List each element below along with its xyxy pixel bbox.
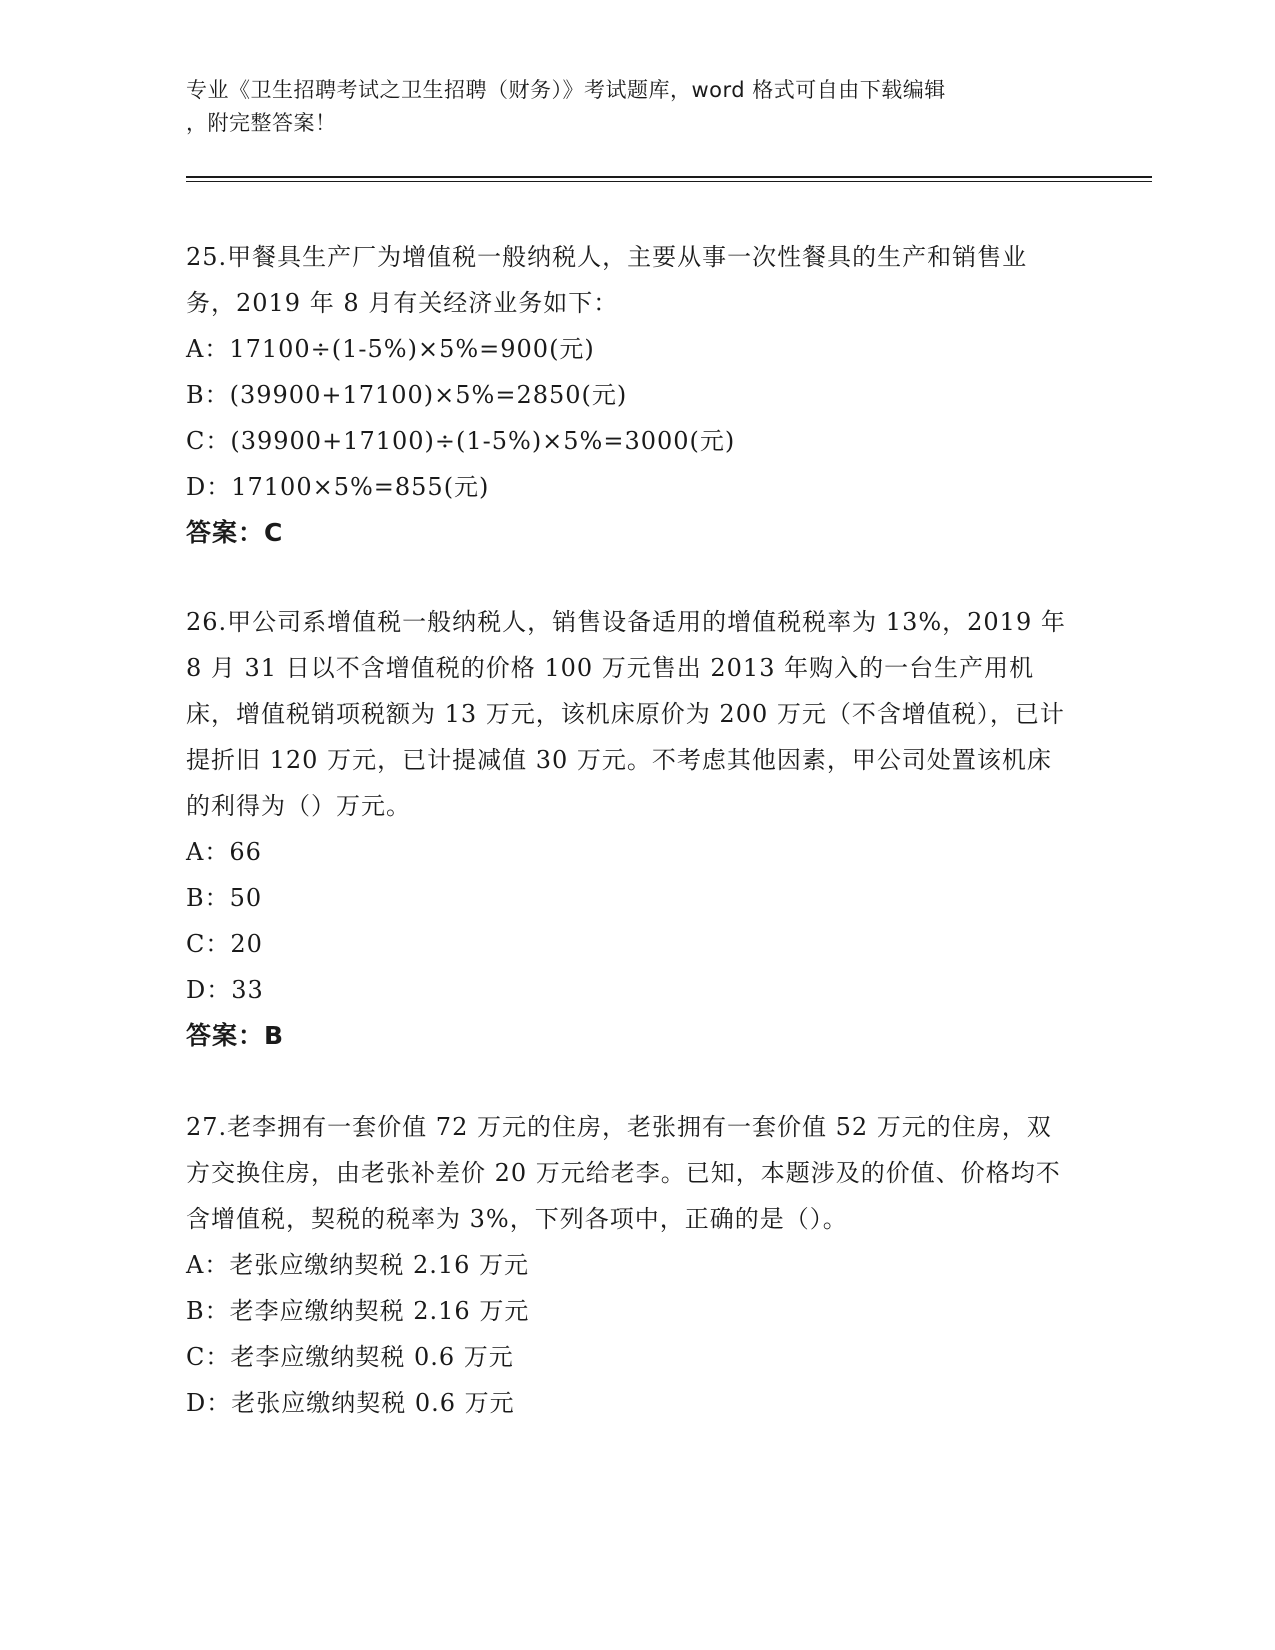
question-stem: 27.老李拥有一套价值 72 万元的住房，老张拥有一套价值 52 万元的住房，双方交换住房，由老张补差价 20 万元给老李。已知，本题涉及的价值、价格均不含增值税，契税的税率为 3%，下列各项中，正确的是（）。 bbox=[186, 1113, 1061, 1233]
option-b: B：50 bbox=[186, 884, 263, 912]
option-c: C：20 bbox=[186, 930, 263, 958]
question-stem: 25.甲餐具生产厂为增值税一般纳税人，主要从事一次性餐具的生产和销售业务，2019 年 8 月有关经济业务如下： bbox=[186, 243, 1028, 317]
header-divider-thick bbox=[186, 176, 1152, 178]
question-26 bbox=[186, 599, 1076, 1059]
answer: 答案：B bbox=[186, 1021, 285, 1050]
question-25 bbox=[186, 234, 1076, 556]
answer: 答案：C bbox=[186, 518, 284, 547]
option-b: B：老李应缴纳契税 2.16 万元 bbox=[186, 1297, 530, 1325]
option-d: D：老张应缴纳契税 0.6 万元 bbox=[186, 1389, 515, 1417]
option-b: B：(39900+17100)×5%=2850(元) bbox=[186, 381, 628, 409]
document-header bbox=[186, 74, 1066, 140]
header-line-1: 专业《卫生招聘考试之卫生招聘（财务）》考试题库，word 格式可自由下载编辑 bbox=[186, 78, 946, 102]
option-d: D：33 bbox=[186, 976, 264, 1004]
option-a: A：66 bbox=[186, 838, 262, 866]
question-27 bbox=[186, 1104, 1076, 1426]
option-a: A：老张应缴纳契税 2.16 万元 bbox=[186, 1251, 530, 1279]
header-divider-thin bbox=[186, 181, 1152, 182]
option-c: C：老李应缴纳契税 0.6 万元 bbox=[186, 1343, 514, 1371]
header-line-2: ，附完整答案！ bbox=[186, 111, 337, 135]
question-stem: 26.甲公司系增值税一般纳税人，销售设备适用的增值税税率为 13%，2019 年 8 月 31 日以不含增值税的价格 100 万元售出 2013 年购入的一台生产用机床，增值税销项税额为 13 万元，该机床原价为 200 万元（不含增值税），已计提折旧 120 万元，已计提减值 30 万元。不考虑其他因素，甲公司处置该机床的利得为（）万元。 bbox=[186, 608, 1066, 820]
option-c: C：(39900+17100)÷(1-5%)×5%=3000(元) bbox=[186, 427, 736, 455]
option-a: A：17100÷(1-5%)×5%=900(元) bbox=[186, 335, 595, 363]
option-d: D：17100×5%=855(元) bbox=[186, 473, 490, 501]
